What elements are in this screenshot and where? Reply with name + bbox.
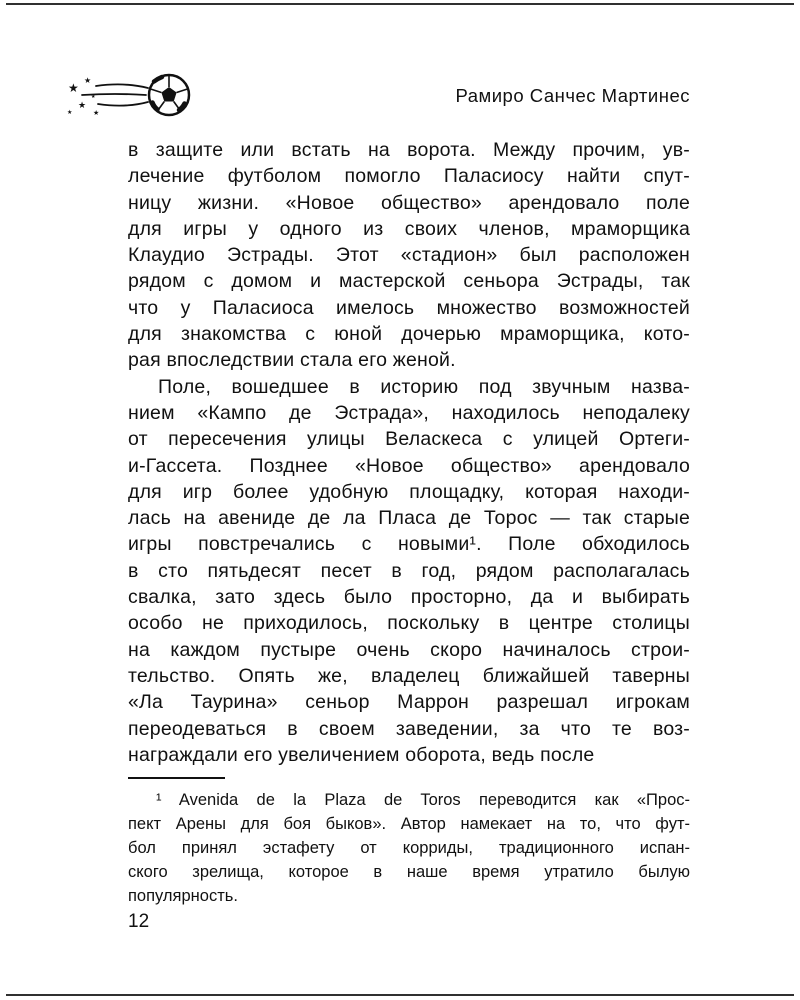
text-line: награждали его увеличением оборота, ведь после [128,743,595,766]
svg-text:★: ★ [93,109,100,117]
text-line: переодеваться в своем заведении, за что те воз- [128,717,690,740]
text-line: Клаудио Эстрады. Этот «стадион» был расположен [128,244,690,267]
text-line: свалка, зато здесь было просторно, да и выбирать [128,586,690,609]
text-line: рядом с домом и мастерской сеньора Эстрады, так [128,270,690,293]
footnote-rule [128,777,225,779]
text-line: от пересечения улицы Веласкеса с улицей Ортеги- [128,428,690,451]
text-line: популярность. [128,887,238,905]
text-line: игры повстречались с новыми¹. Поле обходилось [128,533,690,556]
svg-text:★: ★ [91,94,96,100]
text-line: ¹ Avenida de la Plaza de Toros переводится как «Прос- [156,791,690,809]
text-line: на каждом пустыре очень скоро начиналось строи- [128,638,690,661]
text-line: ницу жизни. «Новое общество» арендовало поле [128,191,690,214]
text-line: ского зрелища, которое в наше время утратило былую [128,863,690,881]
svg-text:★: ★ [68,81,79,95]
text-line: для знакомства с юной дочерью мраморщика, кото- [128,323,690,346]
text-line: нием «Кампо де Эстрада», находилось неподалеку [128,401,690,424]
text-line: для игр более удобную площадку, которая находи- [128,480,690,503]
text-line: для игры у одного из своих членов, мраморщика [128,217,690,240]
text-line: в защите или встать на ворота. Между прочим, ув- [128,139,690,161]
svg-text:★: ★ [67,109,73,116]
text-line: в сто пятьдесят песет в год, рядом располагалась [128,559,690,582]
svg-text:★: ★ [84,76,92,85]
svg-text:★: ★ [78,101,87,111]
text-line: лась на авениде де ла Пласа де Торос — так старые [128,507,690,530]
text-line: «Ла Таурина» сеньор Маррон разрешал игрокам [128,691,690,714]
footnote-text [128,788,690,908]
text-line: бол принял эстафету от корриды, традиционного испан- [128,839,690,857]
page-number: 12 [128,911,150,932]
paragraph [128,374,690,768]
text-line: тельство. Опять же, владелец ближайшей таверны [128,664,690,687]
text-line: пект Арены для боя быков». Автор намекает на то, что фут- [128,815,690,833]
footnote [128,777,690,908]
scan-artifact-bottom [6,994,794,996]
paragraph [128,137,690,374]
body-text [128,137,690,768]
author-name: Рамиро Санчес Мартинес [455,85,690,106]
text-line: особо не приходилось, поскольку в центре столицы [128,612,690,635]
text-line: что у Паласиоса имелось множество возможностей [128,296,690,319]
text-line: рая впоследствии стала его женой. [128,349,456,372]
scan-artifact-top [6,3,794,5]
text-line: лечение футболом помогло Паласиосу найти спут- [128,165,690,188]
text-line: и-Гассета. Позднее «Новое общество» арендовало [128,454,690,477]
text-line: Поле, вошедшее в историю под звучным назва- [158,375,690,398]
